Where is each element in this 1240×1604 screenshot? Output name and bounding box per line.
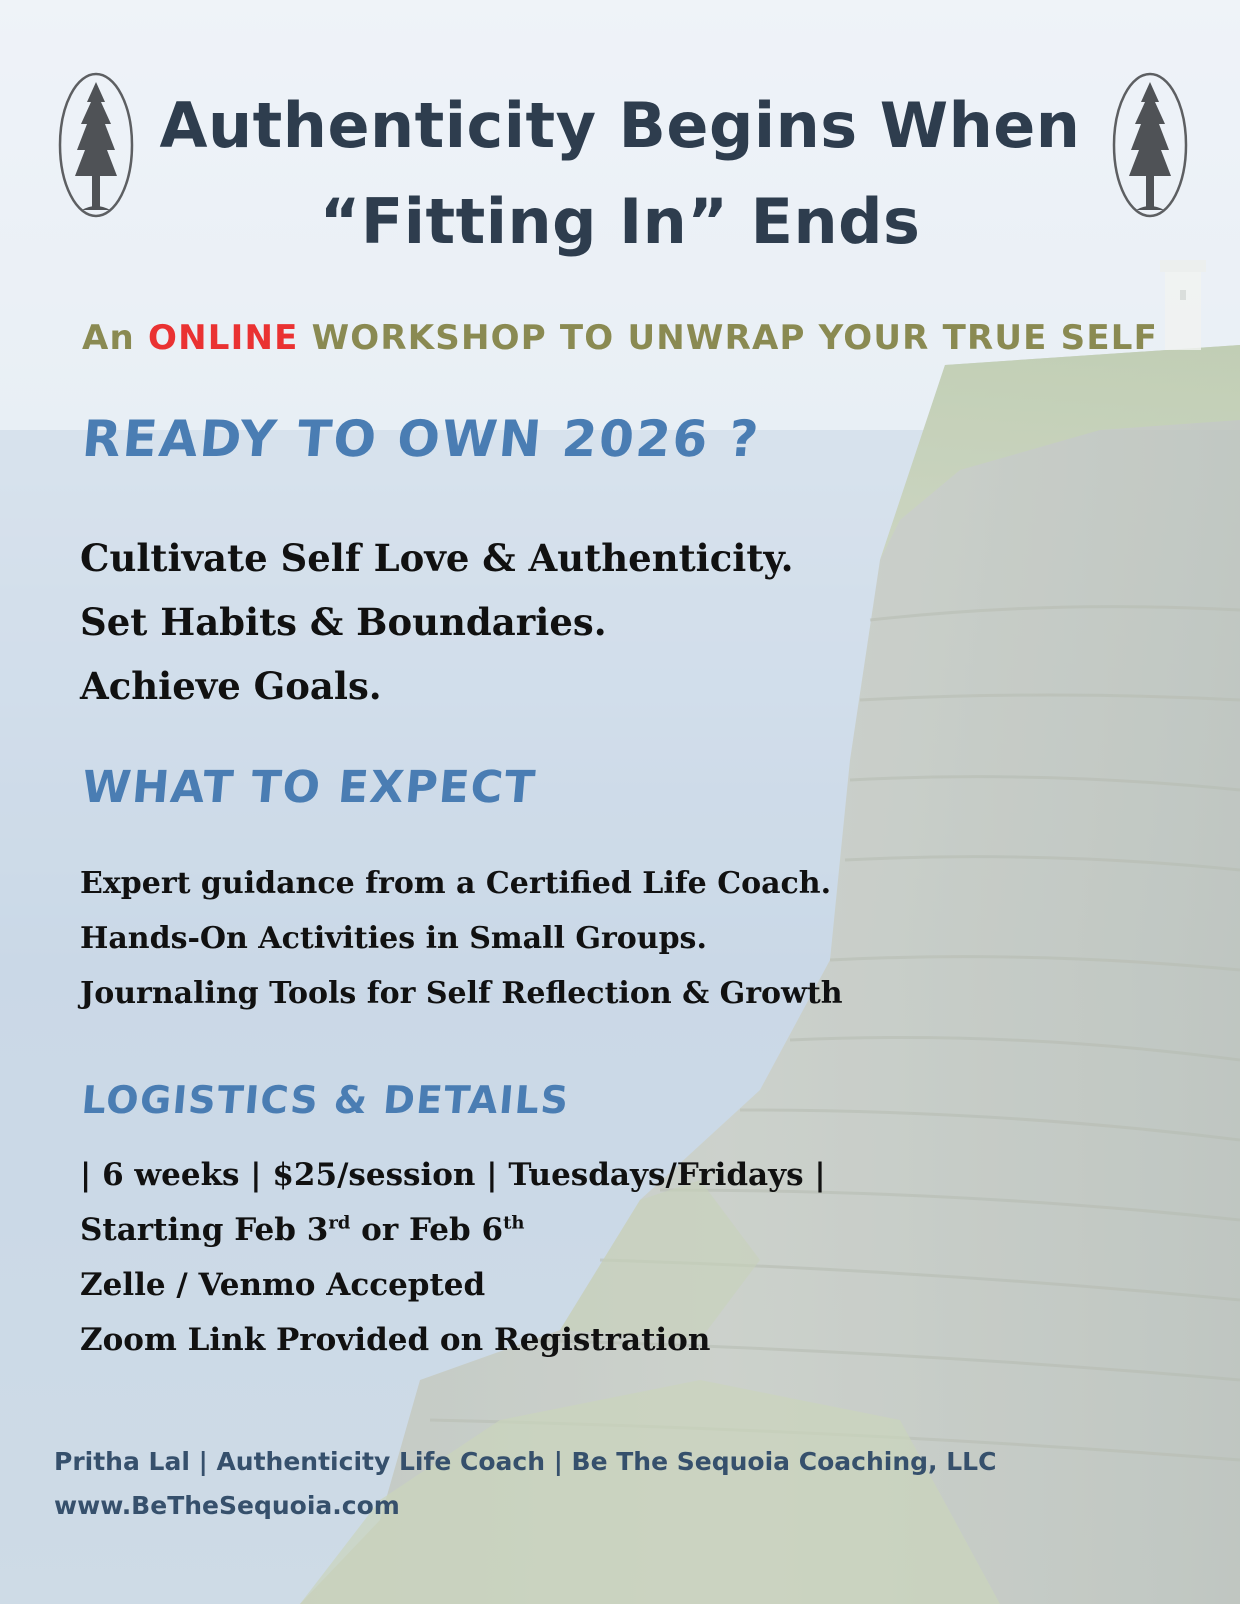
benefit-item: Achieve Goals. [80, 664, 382, 708]
tagline-prefix: An [82, 318, 135, 358]
expect-item: Expert guidance from a Certified Life Coach. [80, 866, 832, 901]
schedule-line: | 6 weeks | $25/session | Tuesdays/Fridays | [80, 1157, 826, 1193]
zoom-line: Zoom Link Provided on Registration [80, 1322, 711, 1358]
start-ordinal-2: th [503, 1212, 525, 1234]
benefits-list [80, 526, 794, 718]
start-prefix: Starting Feb 3 [80, 1212, 329, 1248]
sequoia-tree-logo-left [56, 70, 136, 220]
title-line-1: Authenticity Begins When [159, 89, 1081, 162]
coach-credit: Pritha Lal | Authenticity Life Coach | Be The Sequoia Coaching, LLC [54, 1447, 997, 1476]
page-title [130, 78, 1110, 270]
workshop-tagline [82, 318, 1158, 358]
benefit-item: Set Habits & Boundaries. [80, 600, 607, 644]
ready-headline: READY TO OWN 2026 ? [80, 410, 763, 468]
footer [54, 1440, 996, 1528]
logistics-list [80, 1148, 826, 1368]
sequoia-tree-logo-right [1110, 70, 1190, 220]
logistics-heading: LOGISTICS & DETAILS [80, 1078, 572, 1122]
title-line-2: “Fitting In” Ends [319, 185, 921, 258]
start-ordinal-1: rd [328, 1212, 351, 1234]
benefit-item: Cultivate Self Love & Authenticity. [80, 536, 794, 580]
expect-list [80, 856, 843, 1021]
tagline-online: ONLINE [147, 318, 299, 358]
payment-line: Zelle / Venmo Accepted [80, 1267, 486, 1303]
expect-heading: WHAT TO EXPECT [80, 762, 539, 813]
start-date-line [80, 1203, 826, 1258]
start-middle: or Feb 6 [350, 1212, 504, 1248]
expect-item: Journaling Tools for Self Reflection & Growth [80, 976, 843, 1011]
website-link[interactable]: www.BeTheSequoia.com [54, 1491, 400, 1520]
tagline-rest: WORKSHOP TO UNWRAP YOUR TRUE SELF [311, 318, 1159, 358]
expect-item: Hands-On Activities in Small Groups. [80, 921, 707, 956]
